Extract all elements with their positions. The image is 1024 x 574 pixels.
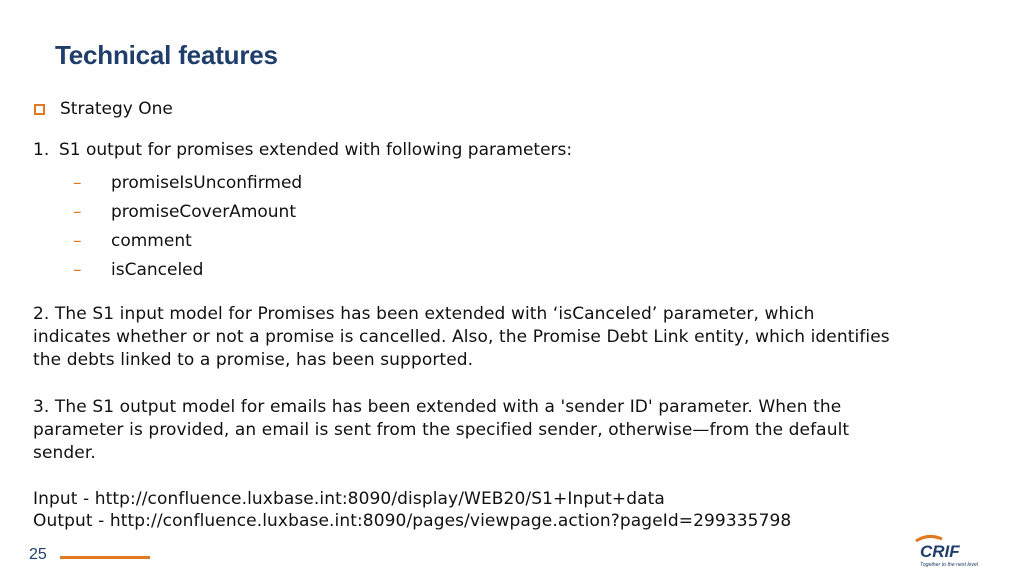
dash-bullet: – [73,172,82,193]
numbered-item-1 [33,140,572,160]
item-number: 1. [33,140,50,160]
list-item [73,168,302,197]
paragraph-line: sender. [33,443,96,463]
dash-bullet: – [73,230,82,251]
output-link: Output - http://confluence.luxbase.int:8090/pages/viewpage.action?pageId=299335798 [33,511,792,531]
sub-list [73,168,302,284]
list-item-text: promiseIsUnconfirmed [111,172,303,193]
bullet-label: Strategy One [60,99,173,119]
crif-logo [914,533,994,569]
paragraph-line: parameter is provided, an email is sent from the specified sender, otherwise—from the default [33,420,850,440]
logo-tagline: Together to the next level [920,562,979,568]
input-link: Input - http://confluence.luxbase.int:8090/display/WEB20/S1+Input+data [33,489,665,509]
bullet-strategy [34,99,173,119]
paragraph-2 [33,303,1008,372]
dash-bullet: – [73,201,82,222]
paragraph-line: indicates whether or not a promise is cancelled. Also, the Promise Debt Link entity, which identifies [33,327,890,347]
list-item-text: isCanceled [111,259,204,280]
links-block [33,488,1008,532]
paragraph-line: 3. The S1 output model for emails has been extended with a 'sender ID' parameter. When the [33,397,842,417]
page-number: 25 [29,546,47,563]
list-item-text: comment [111,230,192,251]
list-item [73,197,302,226]
list-item [73,226,302,255]
list-item [73,255,302,284]
logo-wordmark: CRIF [920,542,960,561]
checkbox-bullet-icon [34,104,45,115]
slide-title: Technical features [55,40,278,70]
list-item-text: promiseCoverAmount [111,201,296,222]
accent-divider [60,556,150,559]
paragraph-line: the debts linked to a promise, has been supported. [33,350,474,370]
dash-bullet: – [73,259,82,280]
paragraph-line: 2. The S1 input model for Promises has been extended with ‘isCanceled’ parameter, which [33,304,815,324]
item-text: S1 output for promises extended with following parameters: [59,140,573,160]
paragraph-3 [33,396,1008,465]
logo-swoosh-icon [916,536,942,541]
